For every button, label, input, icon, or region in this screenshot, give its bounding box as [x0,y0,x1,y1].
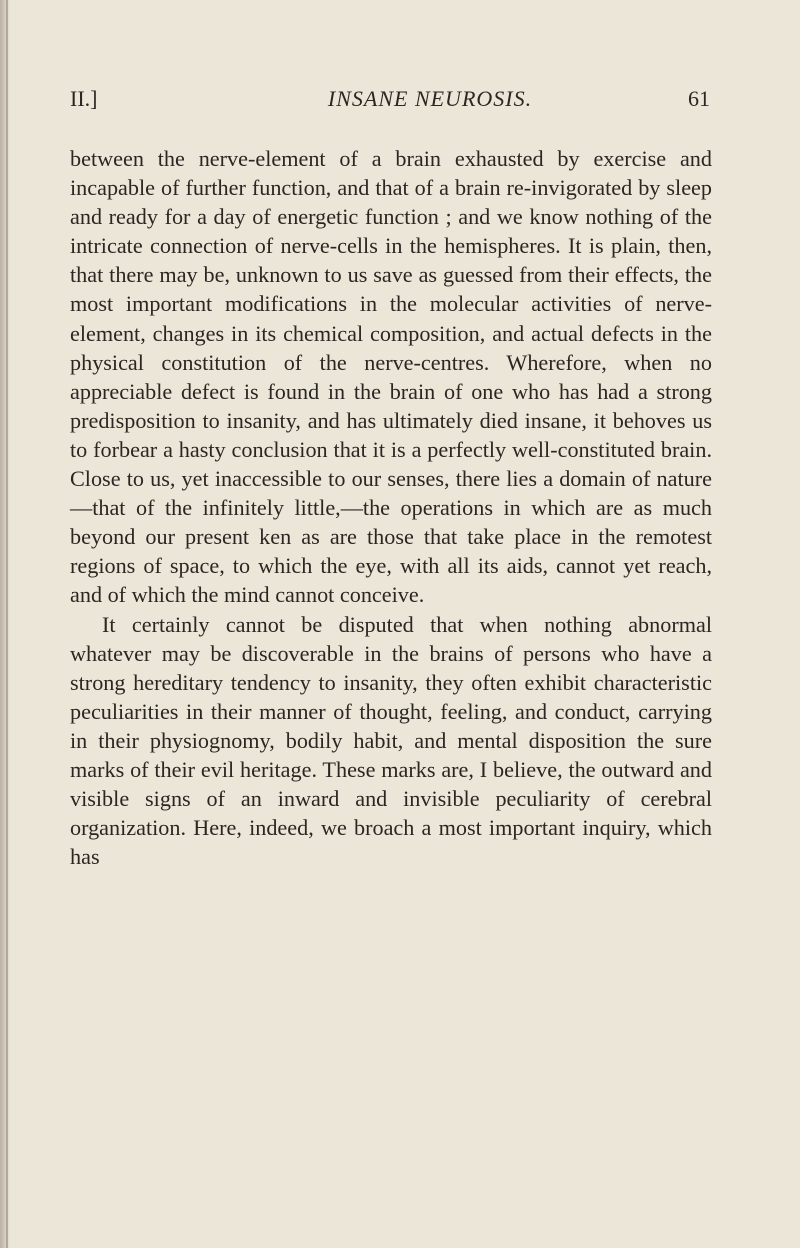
binding-line [6,0,8,1248]
chapter-marker: II.] [70,86,98,111]
running-title: INSANE NEUROSIS. [327,86,533,111]
paragraph-continued: between the nerve-element of a brain exhausted by exercise and incapable of further function, and that of a brain re-invigorated by sleep and ready for a day of energetic function ; and we know nothing of the intricate connection of nerve-cells in the hemispheres. It is plain, then, that there may be, unknown to us save as guessed from their effects, the most important modifications in the molecular activities of nerve-element, changes in its chemical composition, and actual defects in the physical constitution of the nerve-centres. Wherefore, when no appreciable defect is found in the brain of one who has had a strong predisposition to insanity, and has ultimately died insane, it behoves us to forbear a hasty conclusion that it is a perfectly well-constituted brain. Close to us, yet inaccessible to our senses, there lies a domain of nature—that of the infinitely little,—the operations in which are as much beyond our present ken as are those that take place in the remotest regions of space, to which the eye, with all its aids, cannot yet reach, and of which the mind cannot conceive. [70,146,712,608]
paragraph-new: It certainly cannot be disputed that when nothing abnormal whatever may be discoverable in the brains of persons who have a strong hereditary tendency to insanity, they often exhibit characteristic peculiarities in their manner of thought, feeling, and conduct, carrying in their physiognomy, bodily habit, and mental disposition the sure marks of their evil heritage. These marks are, I believe, the outward and visible signs of an inward and invisible peculiarity of cerebral organization. Here, indeed, we broach a most important inquiry, which has [70,611,712,870]
page-number: 61 [688,86,710,111]
body-text [70,144,712,871]
page-spine-edge [0,0,10,1248]
running-header [70,86,710,126]
